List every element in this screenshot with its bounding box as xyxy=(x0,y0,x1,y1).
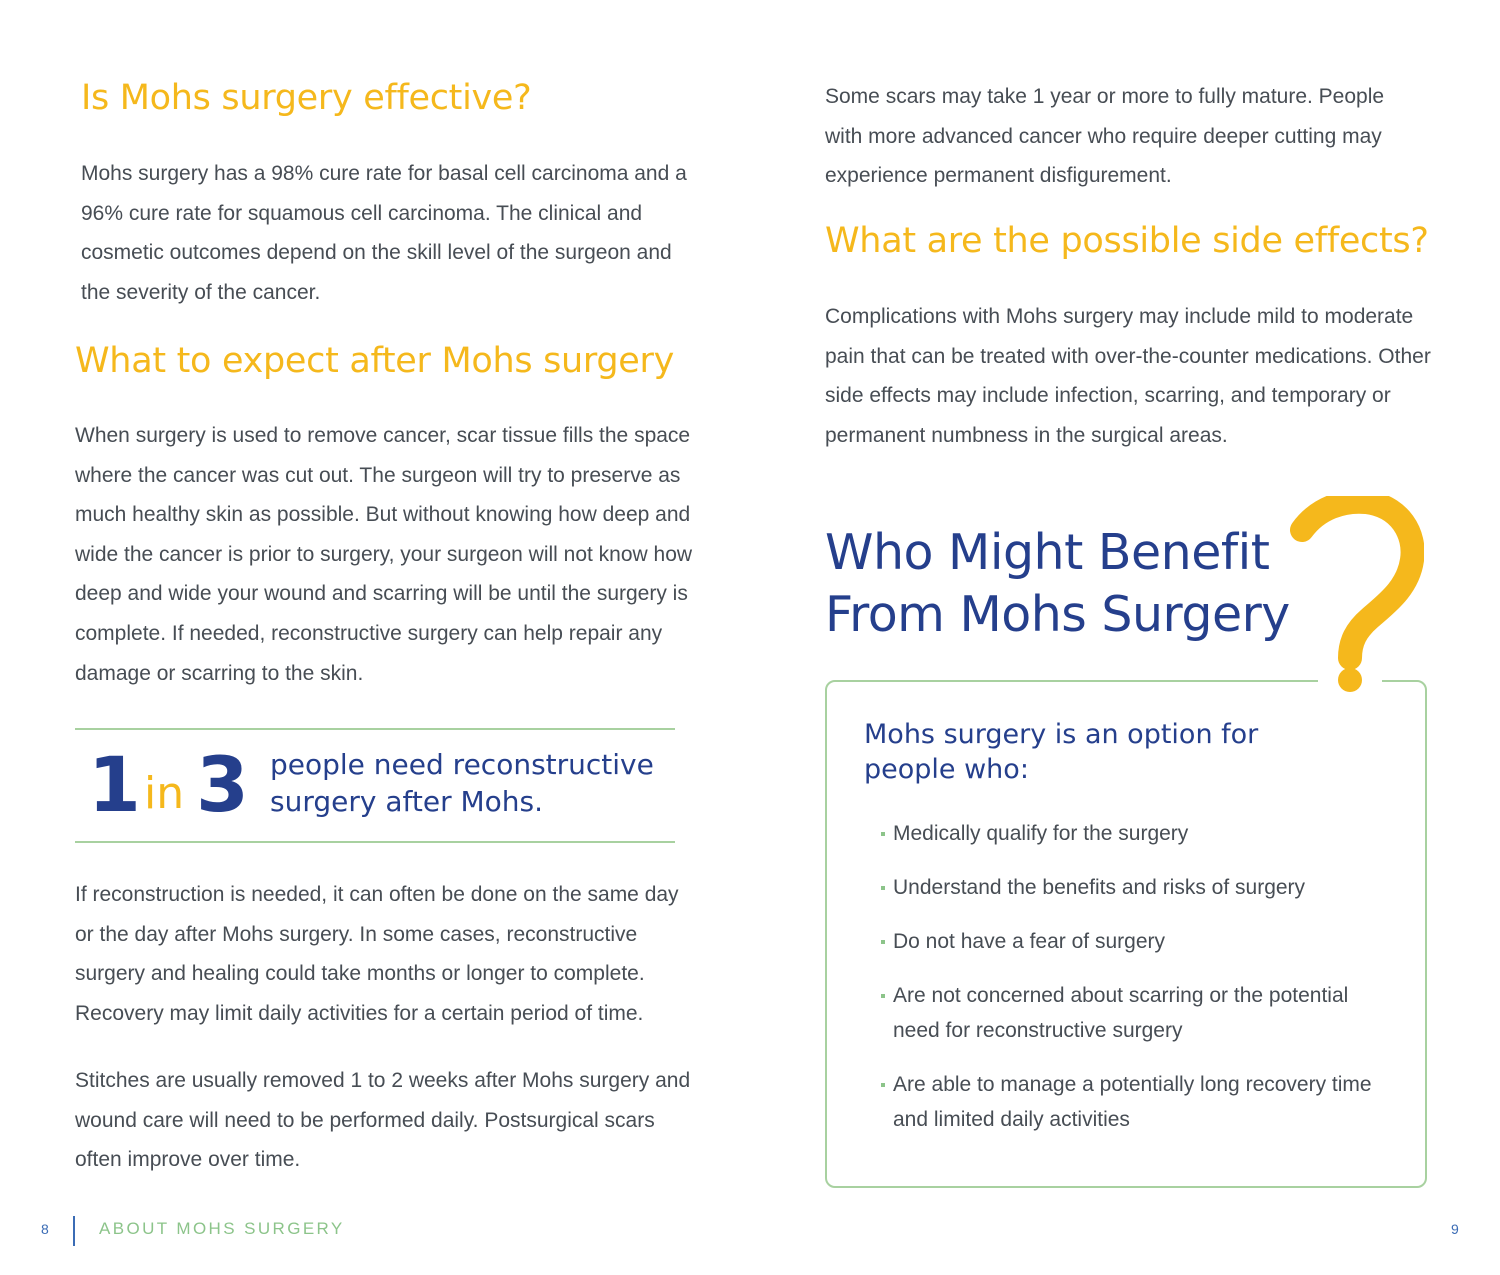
list-item-text: Do not have a fear of surgery xyxy=(893,930,1165,953)
list-item-text: Are able to manage a potentially long recovery time and limited daily activities xyxy=(893,1073,1372,1131)
stat-bottom-rule xyxy=(75,841,675,843)
list-item xyxy=(865,816,1395,851)
effective-body: Mohs surgery has a 98% cure rate for basal cell carcinoma and a 96% cure rate for squamous cell carcinoma. The clinical and cosmetic outcomes depend on the skill level of the surgeon and the severity of the cancer. xyxy=(81,162,687,304)
stat-fraction xyxy=(88,740,268,830)
bullet-icon xyxy=(881,994,885,998)
bullet-icon xyxy=(881,832,885,836)
after-body: When surgery is used to remove cancer, scar tissue fills the space where the cancer was cut out. The surgeon will try to preserve as much healthy skin as possible. But without knowing how deep and wide the cancer is prior to surgery, your surgeon will not know how deep and wide your wound and scarring will be until the surgery is complete. If needed, reconstructive surgery can help repair any damage or scarring to the skin. xyxy=(75,424,693,685)
list-item-text: Medically qualify for the surgery xyxy=(893,822,1189,845)
right-page-number: 9 xyxy=(1451,1221,1459,1237)
side-effects-heading: What are the possible side effects? xyxy=(825,221,1429,261)
side-effects-body: Complications with Mohs surgery may include mild to moderate pain that can be treated with over-the-counter medications. Other side effects may include infection, scarring, and temporary or permanent numbness in the surgical areas. xyxy=(825,305,1431,447)
stat-text-line2: surgery after Mohs. xyxy=(270,785,543,818)
footer-divider xyxy=(73,1216,75,1246)
bullet-icon xyxy=(881,886,885,890)
bullet-icon xyxy=(881,1083,885,1087)
benefit-title-line2: From Mohs Surgery xyxy=(825,586,1290,643)
stat-joiner: in xyxy=(144,768,185,819)
list-item-text: Are not concerned about scarring or the potential need for reconstructive surgery xyxy=(893,984,1349,1042)
box-title-line1: Mohs surgery is an option for xyxy=(864,719,1259,750)
scars-body: Some scars may take 1 year or more to fully mature. People with more advanced cancer who require deeper cutting may experience permanent disfigurement. xyxy=(825,85,1385,188)
stat-numerator: 1 xyxy=(88,740,138,829)
reconstruction-body: If reconstruction is needed, it can often be done on the same day or the day after Mohs surgery. In some cases, reconstructive surgery and healing could take months or longer to complete. Recovery may limit daily activities for a certain period of time. xyxy=(75,883,679,1025)
stat-denominator: 3 xyxy=(196,740,246,829)
list-item xyxy=(865,1067,1395,1137)
list-item xyxy=(865,978,1395,1048)
list-item-text: Understand the benefits and risks of surgery xyxy=(893,876,1306,899)
question-mark-icon xyxy=(1288,496,1424,696)
list-item xyxy=(865,870,1395,905)
box-title-line2: people who: xyxy=(864,754,1029,785)
box-title xyxy=(864,717,1384,787)
benefit-title xyxy=(825,522,1305,646)
left-page-number: 8 xyxy=(41,1221,49,1237)
stat-text-line1: people need reconstructive xyxy=(270,748,654,781)
bullet-icon xyxy=(881,940,885,944)
stat-top-rule xyxy=(75,728,675,730)
stitches-body: Stitches are usually removed 1 to 2 weeks after Mohs surgery and wound care will need to be performed daily. Postsurgical scars often improve over time. xyxy=(75,1069,691,1172)
effective-heading: Is Mohs surgery effective? xyxy=(81,78,532,118)
footer-section-label: ABOUT MOHS SURGERY xyxy=(99,1219,345,1238)
benefit-title-line1: Who Might Benefit xyxy=(825,524,1270,581)
eligibility-list xyxy=(865,816,1395,1156)
after-heading: What to expect after Mohs surgery xyxy=(75,341,675,381)
list-item xyxy=(865,924,1395,959)
stat-text xyxy=(270,746,670,820)
